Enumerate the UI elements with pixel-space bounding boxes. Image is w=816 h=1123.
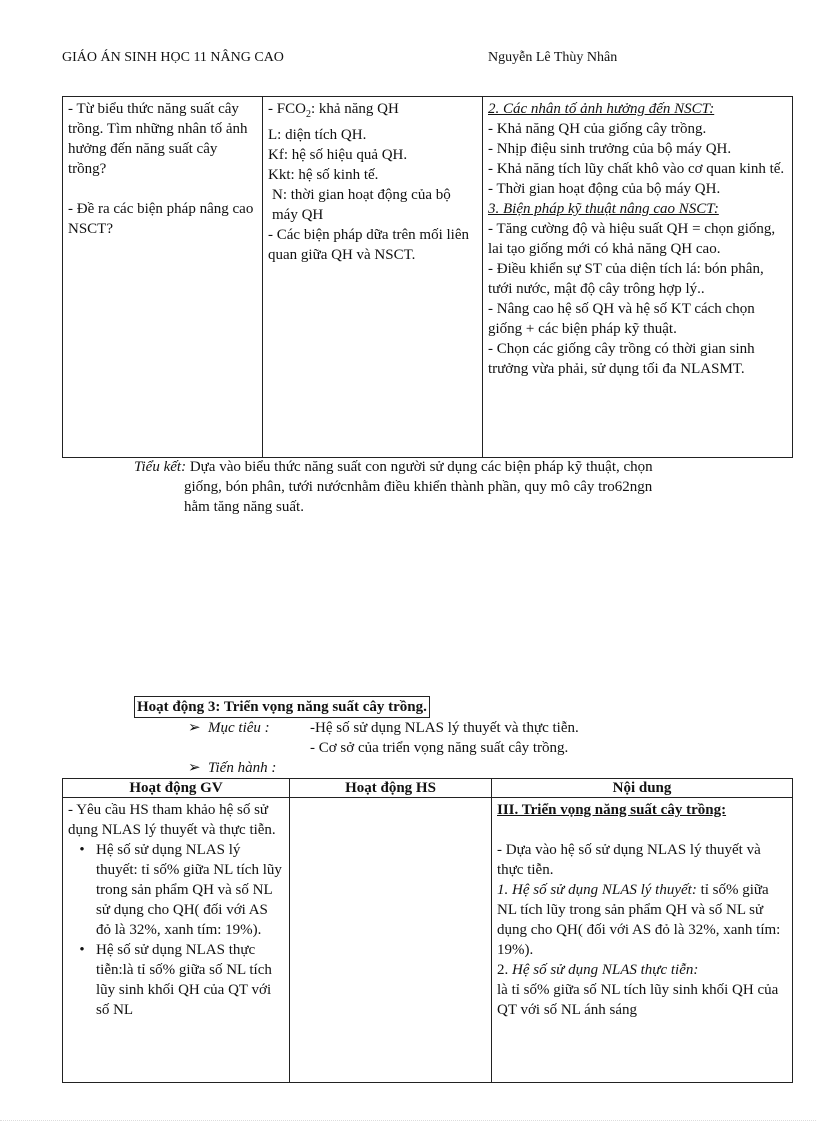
factor-1: - Khả năng QH của giống cây trồng. — [488, 121, 707, 137]
header-student-activity: Hoạt động HS — [290, 779, 492, 798]
proceed-label: Tiến hành : — [208, 760, 277, 776]
goal-2: - Cơ sở của triển vọng năng suất cây trồng. — [310, 740, 569, 756]
page-header — [62, 50, 754, 70]
factor-2: - Nhịp điệu sinh trưởng của bộ máy QH. — [488, 141, 732, 157]
header-teacher-activity: Hoạt động GV — [63, 779, 290, 798]
goal-row-2 — [188, 738, 568, 758]
student-activity-cell — [290, 798, 492, 1083]
summary-line-3: hằm tăng năng suất. — [184, 499, 304, 515]
bullet-theoretical: • Hệ số sử dụng NLAS lý thuyết: tỉ số% giữa NL tích lũy trong sản phẩm QH và số NL sử dụng cho QH( đối với AS đỏ là 32%, xanh tím: 19%). — [68, 840, 284, 940]
bullet-icon: • — [79, 942, 85, 958]
bullet-icon: • — [79, 842, 85, 858]
measure-4: - Chọn các giống cây trồng có thời gian sinh trưởng vừa phải, sử dụng tối đa NLASMT. — [488, 341, 755, 377]
activity-3-title: Hoạt động 3: Triển vọng năng suất cây trồng. — [134, 696, 430, 718]
factor-3: - Khả năng tích lũy chất khô vào cơ quan kinh tế. — [488, 161, 785, 177]
activity-3-table — [62, 778, 793, 1083]
content-theoretical: 1. Hệ số sử dụng NLAS lý thuyết: tỉ số% giữa NL tích lũy trong sản phẩm QH và số NL sử dụng cho QH( đối với AS đỏ là 32%, xanh tím: 19%). — [497, 882, 781, 958]
measure-2: - Điều khiển sự ST của diện tích lá: bón phân, tưới nước, mật độ cây trông hợp lý.. — [488, 261, 764, 297]
measure-1: - Tăng cường độ và hiệu suất QH = chọn giống, lai tạo giống mới có khả năng QH cao. — [488, 221, 776, 257]
document-title: GIÁO ÁN SINH HỌC 11 NÂNG CAO — [62, 50, 284, 65]
teacher-instruction: - Yêu cầu HS tham khảo hệ số sử dụng NLAS lý thuyết và thực tiễn. — [68, 802, 276, 838]
section-2-title: 2. Các nhân tố ảnh hưởng đến NSCT: — [488, 101, 715, 117]
n-line: N: thời gian hoạt động của bộ máy QH — [272, 187, 451, 223]
goal-row-1 — [188, 718, 579, 738]
leaf-area-line: L: diện tích QH. — [268, 127, 367, 143]
summary-line-1: Dựa vào biểu thức năng suất con người sử dụng các biện pháp kỹ thuật, chọn — [186, 459, 653, 475]
header-content: Nội dung — [492, 779, 793, 798]
student-answers-cell — [263, 97, 483, 458]
content-practical: 2. Hệ số sử dụng NLAS thực tiễn: là tỉ số% giữa số NL tích lũy sinh khối QH của QT với số NL ánh sáng — [497, 962, 779, 1018]
measure-3: - Nâng cao hệ số QH và hệ số KT cách chọn giống + các biện pháp kỹ thuật. — [488, 301, 755, 337]
goal-1: -Hệ số sử dụng NLAS lý thuyết và thực tiễn. — [310, 720, 579, 736]
summary-line-2: giống, bón phân, tưới nướcnhằm điều khiển thành phần, quy mô cây tro62ngn — [184, 479, 653, 495]
goal-label: Mục tiêu : — [208, 720, 270, 736]
summary-label: Tiểu kết: — [134, 459, 187, 475]
kf-line: Kf: hệ số hiệu quả QH. — [268, 147, 408, 163]
content-cell — [483, 97, 793, 458]
bullet-practical: • Hệ số sử dụng NLAS thực tiễn:là tỉ số% giữa số NL tích lũy sinh khối QH của QT với số NL — [68, 940, 284, 1020]
question-measures: - Đề ra các biện pháp nâng cao NSCT? — [68, 201, 254, 237]
lesson-table-part2 — [62, 96, 793, 458]
fco2-line: - $FCO_2$: khả năng QH — [268, 101, 399, 120]
question-factors: - Từ biểu thức năng suất cây trồng. Tìm những nhân tố ảnh hưởng đến năng suất cây trồng? — [68, 101, 248, 177]
proceed-row — [188, 758, 310, 778]
kkt-line: Kkt: hệ số kinh tế. — [268, 167, 379, 183]
section-iii-title: III. Triển vọng năng suất cây trồng: — [497, 802, 727, 818]
section-3-title: 3. Biện pháp kỹ thuật nâng cao NSCT: — [488, 201, 719, 217]
content-cell-3 — [492, 798, 793, 1083]
arrow-bullet-icon: ➢ — [188, 720, 201, 736]
teacher-activity-cell — [63, 798, 290, 1083]
teacher-questions-cell — [63, 97, 263, 458]
page-bottom-rule — [0, 1120, 816, 1122]
arrow-bullet-icon: ➢ — [188, 760, 201, 776]
factor-4: - Thời gian hoạt động của bộ máy QH. — [488, 181, 721, 197]
summary-block — [134, 457, 774, 517]
author-name: Nguyễn Lê Thùy Nhân — [488, 50, 618, 65]
content-intro: - Dựa vào hệ số sử dụng NLAS lý thuyết và thực tiễn. — [497, 842, 761, 878]
measures-line: - Các biện pháp dữa trên mối liên quan giữa QH và NSCT. — [268, 227, 469, 263]
